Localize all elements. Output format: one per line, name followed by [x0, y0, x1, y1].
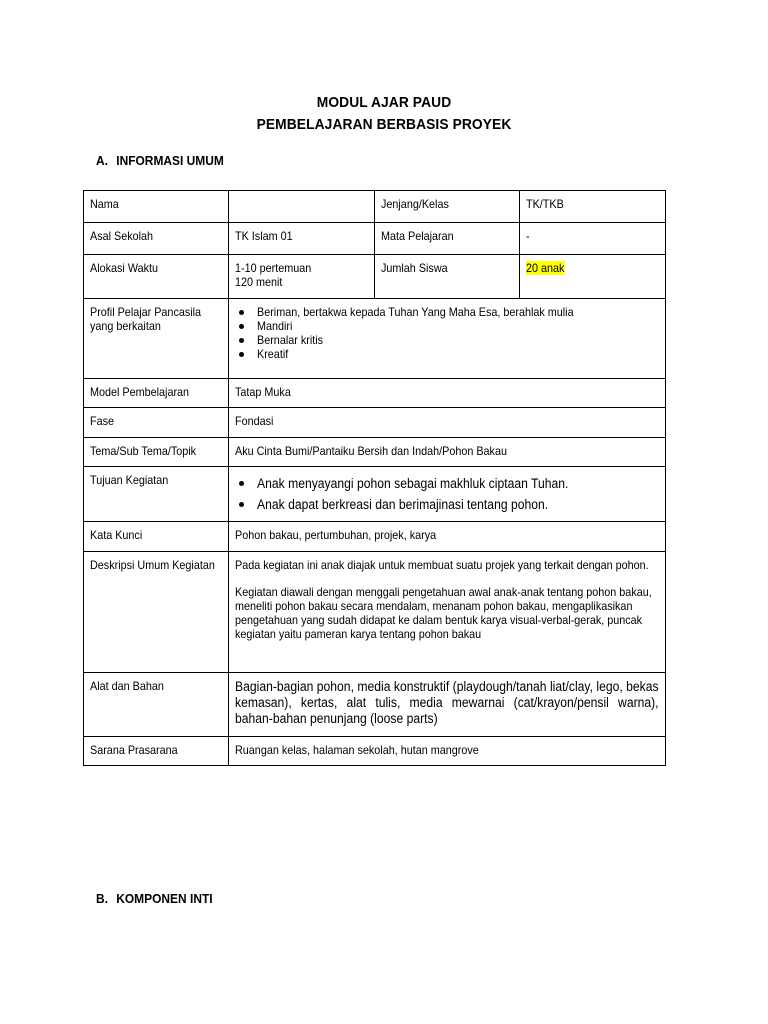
highlighted-value: 20 anak [526, 261, 565, 275]
cell-kata-value: Pohon bakau, pertumbuhan, projek, karya [229, 522, 666, 552]
cell-alat-label: Alat dan Bahan [84, 673, 229, 737]
document-subtitle: PEMBELAJARAN BERBASIS PROYEK [256, 116, 512, 133]
cell-asal-label: Asal Sekolah [84, 223, 229, 255]
cell-tema-label: Tema/Sub Tema/Topik [84, 438, 229, 467]
cell-nama-label: Nama [84, 191, 229, 223]
cell-mapel-label: Mata Pelajaran [375, 223, 520, 255]
cell-asal-value: TK Islam 01 [229, 223, 375, 255]
cell-jumlah-value [520, 255, 666, 299]
cell-alokasi-value: 1-10 pertemuan 120 menit [229, 255, 375, 299]
section-b-label: KOMPONEN INTI [116, 891, 213, 906]
list-item: Beriman, bertakwa kepada Tuhan Yang Maha Esa, berahlak mulia [235, 305, 659, 319]
document-title: MODUL AJAR PAUD [316, 94, 452, 111]
table-row [84, 552, 666, 673]
deskripsi-paragraph-2: Kegiatan diawali dengan menggali pengetahuan awal anak-anak tentang pohon bakau, meneliti pohon bakau secara mendalam, menanam pohon bakau, mengaplikasikan pengetahuan yang sudah didapat ke dalam bentuk karya visual-verbal-gerak, puncak kegiatan yaitu pameran karya tentang pohon bakau [235, 585, 652, 641]
profil-list [235, 305, 659, 361]
table-row [84, 255, 666, 299]
cell-profil-label: Profil Pelajar Pancasila yang berkaitan [84, 299, 229, 379]
section-b-heading [96, 891, 213, 906]
cell-alat-value [229, 673, 666, 737]
section-a-heading [96, 153, 224, 168]
cell-deskripsi-value [229, 552, 666, 673]
section-a-letter: A. [96, 153, 108, 168]
cell-mapel-value: - [520, 223, 666, 255]
cell-jenjang-value: TK/TKB [520, 191, 666, 223]
list-item: Kreatif [235, 347, 659, 361]
cell-nama-value [229, 191, 375, 223]
list-item: Mandiri [235, 319, 659, 333]
cell-jumlah-label: Jumlah Siswa [375, 255, 520, 299]
list-item: Anak menyayangi pohon sebagai makhluk ciptaan Tuhan. [235, 473, 659, 494]
table-row [84, 467, 666, 522]
list-item: Bernalar kritis [235, 333, 659, 347]
cell-fase-value: Fondasi [229, 408, 666, 438]
table-row [84, 737, 666, 766]
table-row [84, 299, 666, 379]
table-row [84, 522, 666, 552]
cell-deskripsi-label: Deskripsi Umum Kegiatan [84, 552, 229, 673]
table-row [84, 673, 666, 737]
cell-tema-value: Aku Cinta Bumi/Pantaiku Bersih dan Indah/Pohon Bakau [229, 438, 666, 467]
cell-model-label: Model Pembelajaran [84, 379, 229, 408]
info-table [83, 190, 666, 766]
table-row [84, 223, 666, 255]
deskripsi-paragraph-1: Pada kegiatan ini anak diajak untuk membuat suatu projek yang terkait dengan pohon. [235, 558, 649, 572]
table-row [84, 438, 666, 467]
cell-fase-label: Fase [84, 408, 229, 438]
list-item: Anak dapat berkreasi dan berimajinasi tentang pohon. [235, 494, 659, 515]
section-a-label: INFORMASI UMUM [116, 153, 224, 168]
cell-sarana-value: Ruangan kelas, halaman sekolah, hutan mangrove [229, 737, 666, 766]
cell-alokasi-label: Alokasi Waktu [84, 255, 229, 299]
cell-kata-label: Kata Kunci [84, 522, 229, 552]
cell-tujuan-value [229, 467, 666, 522]
cell-profil-value [229, 299, 666, 379]
tujuan-list [235, 473, 659, 515]
table-row [84, 408, 666, 438]
cell-model-value: Tatap Muka [229, 379, 666, 408]
cell-sarana-label: Sarana Prasarana [84, 737, 229, 766]
table-row [84, 379, 666, 408]
cell-jenjang-label: Jenjang/Kelas [375, 191, 520, 223]
table-row [84, 191, 666, 223]
alat-text: Bagian-bagian pohon, media konstruktif (playdough/tanah liat/clay, lego, bekas kemasan), kertas, alat tulis, media mewarnai (cat/krayon/pensil warna), bahan-bahan penunjang (loose parts) [235, 679, 659, 726]
section-b-letter: B. [96, 891, 108, 906]
cell-tujuan-label: Tujuan Kegiatan [84, 467, 229, 522]
